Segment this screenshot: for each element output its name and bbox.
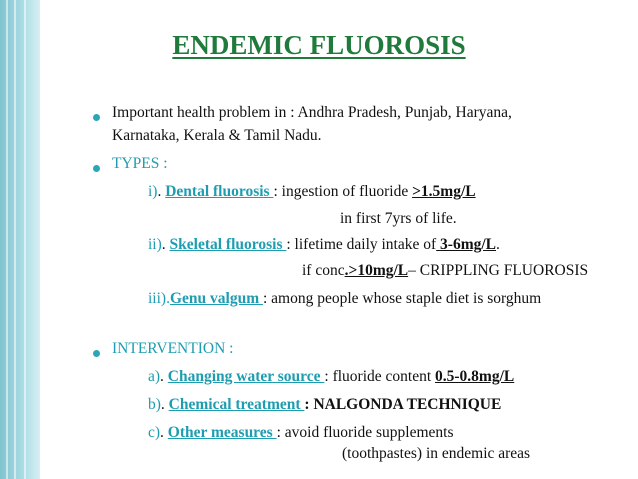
bullet-dot <box>93 165 100 172</box>
intervention-label: Changing water source <box>167 368 325 385</box>
bullet-health-problem-line2: Karnataka, Kerala & Tamil Nadu. <box>112 127 322 144</box>
slide-title: ENDEMIC FLUOROSIS <box>172 30 466 60</box>
intervention-description: : NALGONDA TECHNIQUE <box>304 396 502 413</box>
sidebar-stripe <box>6 0 8 479</box>
bullet-dot <box>93 350 100 357</box>
intervention-label: Other measures <box>167 424 277 441</box>
intervention-label: Chemical treatment <box>168 396 305 413</box>
intervention-description: : avoid fluoride supplements <box>276 424 454 441</box>
list-marker: a) <box>148 368 161 385</box>
intervention-water-source <box>148 368 514 386</box>
type-skeletal-fluorosis <box>148 236 500 254</box>
type-value: 3-6mg/L <box>436 236 497 253</box>
list-marker-dot: . <box>157 183 166 200</box>
type-label: Skeletal fluorosis <box>169 236 287 253</box>
list-marker: i) <box>148 183 158 200</box>
sidebar-stripe <box>14 0 16 479</box>
list-marker-dot: . <box>160 368 168 385</box>
intervention-description: : fluoride content <box>324 368 436 385</box>
list-marker-dot: . <box>161 236 170 253</box>
condition-prefix: if conc <box>302 262 345 279</box>
type-dental-fluorosis-line2: in first 7yrs of life. <box>340 210 457 227</box>
list-marker: ii) <box>148 236 162 253</box>
type-skeletal-fluorosis-line2 <box>302 262 588 280</box>
type-genu-valgum <box>148 290 541 308</box>
list-marker-dot: . <box>160 396 169 413</box>
list-marker-dot: . <box>160 424 168 441</box>
condition-result: – CRIPPLING FLUOROSIS <box>408 262 589 279</box>
intervention-chemical-treatment <box>148 396 501 414</box>
condition-value: .>10mg/L <box>344 262 409 279</box>
intervention-other-measures <box>148 424 454 442</box>
sidebar-stripe <box>24 0 26 479</box>
bullet-dot <box>93 114 100 121</box>
type-label: Dental fluorosis <box>165 183 274 200</box>
type-value: >1.5mg/L <box>412 183 476 200</box>
type-end: . <box>496 236 500 253</box>
types-heading: TYPES : <box>112 155 168 172</box>
list-marker: c) <box>148 424 161 441</box>
type-dental-fluorosis <box>148 183 476 201</box>
intervention-heading: INTERVENTION : <box>112 340 234 357</box>
type-description: : among people whose staple diet is sorghum <box>262 290 542 307</box>
decorative-sidebar <box>0 0 40 479</box>
type-description: : ingestion of fluoride <box>273 183 413 200</box>
intervention-other-measures-line2: (toothpastes) in endemic areas <box>342 445 531 462</box>
list-marker: iii). <box>148 290 170 307</box>
bullet-health-problem-line1: Important health problem in : Andhra Pradesh, Punjab, Haryana, <box>112 104 512 121</box>
type-label: Genu valgum <box>169 290 263 307</box>
list-marker: b) <box>148 396 161 413</box>
type-description: : lifetime daily intake of <box>286 236 437 253</box>
intervention-value: 0.5-0.8mg/L <box>435 368 515 385</box>
